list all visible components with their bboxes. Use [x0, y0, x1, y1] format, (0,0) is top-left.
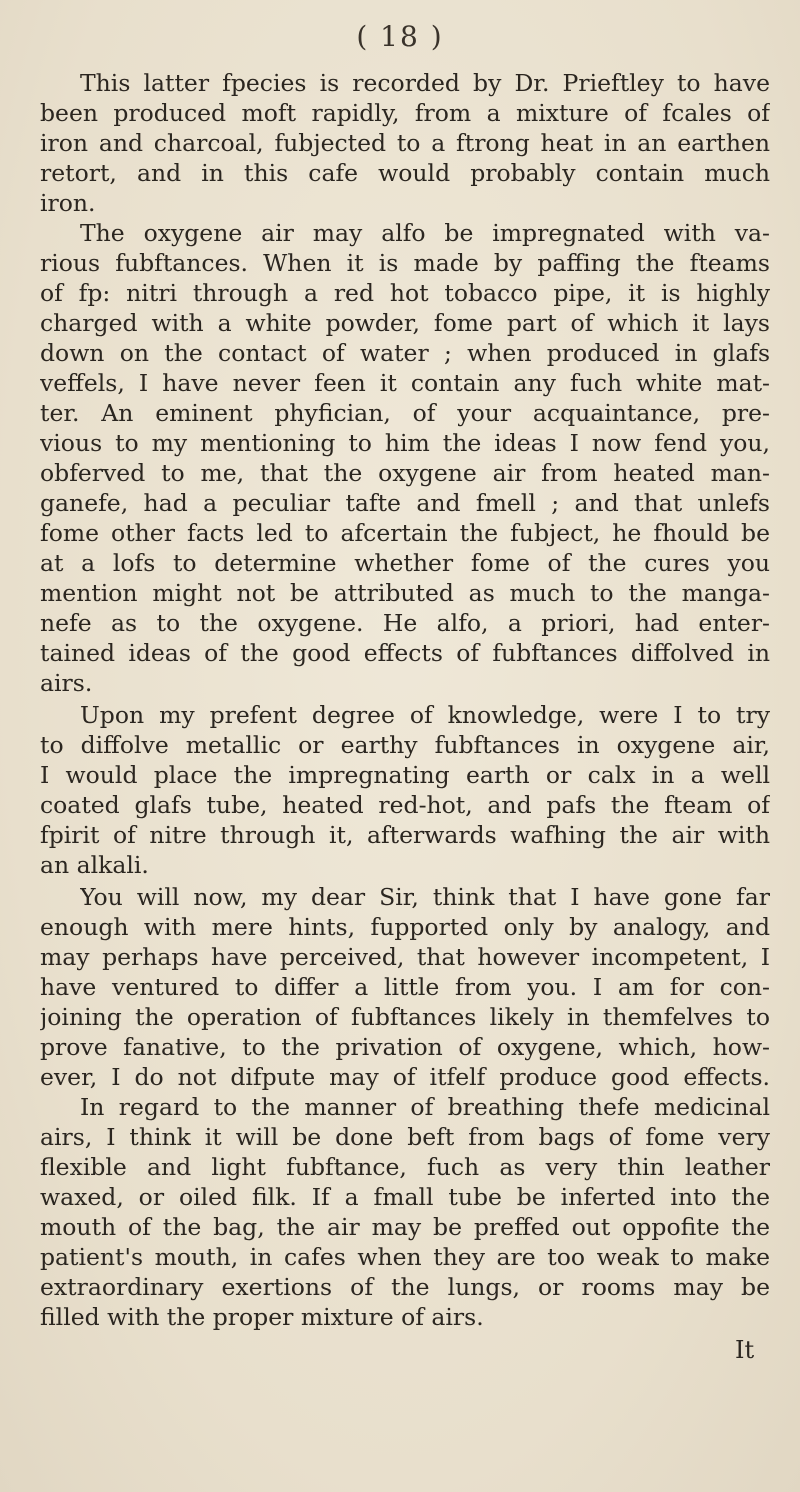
text-line: charged with a white powder, fome part of which it lays	[40, 309, 770, 337]
text-line: airs, I think it will be done beft from bags of fome very	[40, 1123, 770, 1151]
text-line: veffels, I have never feen it contain any fuch white mat-	[40, 369, 770, 397]
text-line: enough with mere hints, fupported only by analogy, and	[40, 913, 770, 941]
text-line: nefe as to the oxygene. He alfo, a priori, had enter-	[40, 609, 770, 637]
text-line: coated glafs tube, heated red-hot, and pafs the fteam of	[40, 791, 770, 819]
page-number: ( 18 )	[356, 20, 444, 53]
text-line: ganefe, had a peculiar tafte and fmell ; and that unlefs	[40, 489, 770, 517]
text-line: to diffolve metallic or earthy fubftances in oxygene air,	[40, 731, 770, 759]
text-line: rious fubftances. When it is made by paffing the fteams	[40, 249, 770, 277]
text-line: In regard to the manner of breathing thefe medicinal	[80, 1093, 770, 1121]
text-line: prove fanative, to the privation of oxygene, which, how-	[40, 1033, 770, 1061]
text-line: filled with the proper mixture of airs.	[40, 1303, 484, 1331]
text-line: waxed, or oiled filk. If a fmall tube be inferted into the	[40, 1183, 770, 1211]
text-line: mention might not be attributed as much to the manga-	[40, 579, 770, 607]
text-line: ter. An eminent phyfician, of your acquaintance, pre-	[40, 399, 770, 427]
text-line: I would place the impregnating earth or calx in a well	[40, 761, 770, 789]
text-line: The oxygene air may alfo be impregnated with va-	[80, 219, 770, 247]
text-line: down on the contact of water ; when produced in glafs	[40, 339, 770, 367]
text-line: at a lofs to determine whether fome of the cures you	[40, 549, 770, 577]
text-line: ever, I do not difpute may of itfelf produce good effects.	[40, 1063, 770, 1091]
text-line: been produced moft rapidly, from a mixture of fcales of	[40, 99, 770, 127]
text-line: joining the operation of fubftances likely in themfelves to	[40, 1003, 770, 1031]
text-line: may perhaps have perceived, that however incompetent, I	[40, 943, 770, 971]
text-line: flexible and light fubftance, fuch as very thin leather	[40, 1153, 770, 1181]
text-line: Upon my prefent degree of knowledge, were I to try	[80, 701, 770, 729]
text-line: of fp: nitri through a red hot tobacco pipe, it is highly	[40, 279, 770, 307]
text-line: mouth of the bag, the air may be preffed out oppofite the	[40, 1213, 770, 1241]
text-line: This latter fpecies is recorded by Dr. Prieftley to have	[80, 69, 770, 97]
text-line: tained ideas of the good effects of fubftances diffolved in	[40, 639, 770, 667]
text-line: iron and charcoal, fubjected to a ftrong heat in an earthen	[40, 129, 770, 157]
text-line: have ventured to differ a little from you. I am for con-	[40, 973, 770, 1001]
text-line: obferved to me, that the oxygene air from heated man-	[40, 459, 770, 487]
text-line: You will now, my dear Sir, think that I have gone far	[80, 883, 770, 911]
text-line: fpirit of nitre through it, afterwards wafhing the air with	[40, 821, 770, 849]
text-line: airs.	[40, 669, 93, 697]
text-line: vious to my mentioning to him the ideas I now fend you,	[40, 429, 770, 457]
text-line: extraordinary exertions of the lungs, or rooms may be	[40, 1273, 770, 1301]
text-line: patient's mouth, in cafes when they are too weak to make	[40, 1243, 770, 1271]
text-line: an alkali.	[40, 851, 149, 879]
text-line: iron.	[40, 189, 96, 217]
catchword: It	[735, 1336, 755, 1364]
text-line: fome other facts led to afcertain the fubject, he fhould be	[40, 519, 770, 547]
text-line: retort, and in this cafe would probably contain much	[40, 159, 770, 187]
